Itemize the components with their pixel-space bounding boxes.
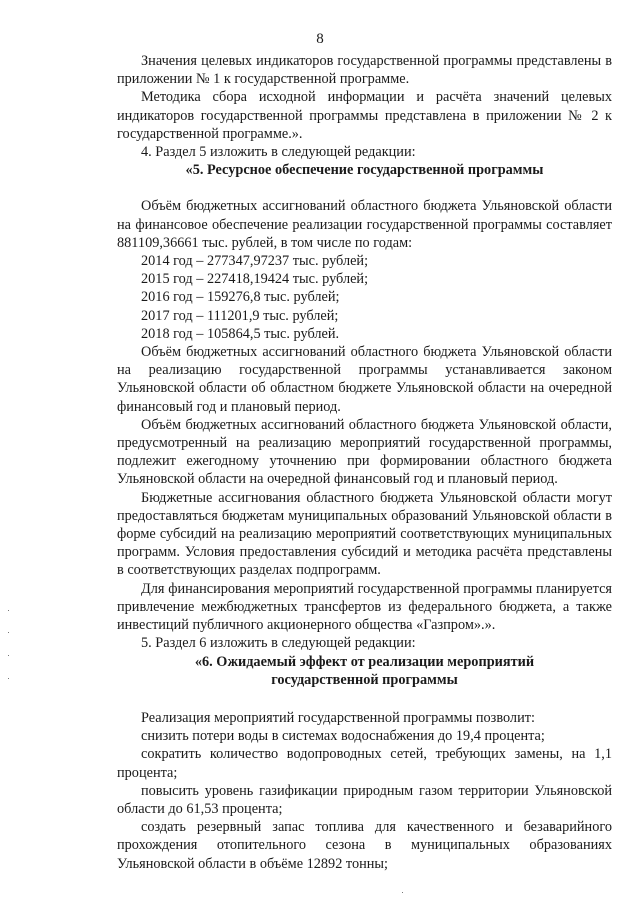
scan-mark xyxy=(8,632,9,633)
year-line: 2014 год – 277347,97237 тыс. рублей; xyxy=(141,253,369,270)
scan-mark xyxy=(402,892,403,893)
scan-mark xyxy=(8,655,9,656)
paragraph: 5. Раздел 6 изложить в следующей редакции: xyxy=(141,635,416,652)
paragraph: Бюджетные ассигнования областного бюджета Ульяновской области могут предоставляться бюджетам муниципальных образований Ульяновской области в форме субсидий на реализацию мероприятий соответствующих муниципальных программ. Условия предоставления субсидий и методика расчёта представлены в соответствующих разделах подпрограмм. xyxy=(117,489,612,579)
section-6-title xyxy=(117,653,612,689)
year-line: 2015 год – 227418,19424 тыс. рублей; xyxy=(141,271,369,288)
paragraph: 4. Раздел 5 изложить в следующей редакции: xyxy=(141,144,416,161)
year-line: 2017 год – 111201,9 тыс. рублей; xyxy=(141,307,339,324)
year-line: 2016 год – 159276,8 тыс. рублей; xyxy=(141,289,340,306)
document-body xyxy=(117,52,612,873)
section-6-title-line2: государственной программы xyxy=(271,671,458,688)
paragraph: создать резервный запас топлива для качественного и безаварийного прохождения отопительного сезона в муниципальных образованиях Ульяновской области в объёме 12892 тонны; xyxy=(117,819,612,872)
section-6-title-line1: «6. Ожидаемый эффект от реализации мероприятий xyxy=(194,653,535,670)
paragraph: Объём бюджетных ассигнований областного бюджета Ульяновской области на реализацию государственной программы устанавливается законом Ульяновской области об областном бюджете Ульяновской области на очередной финансовый год и плановый период. xyxy=(117,344,612,415)
section-5-title: «5. Ресурсное обеспечение государственной программы xyxy=(185,162,544,179)
paragraph: Для финансирования мероприятий государственной программы планируется привлечение межбюджетных трансфертов из федерального бюджета, а также инвестиций публичного акционерного общества «Газпром».». xyxy=(117,580,612,634)
paragraph: Реализация мероприятий государственной программы позволит: xyxy=(141,709,535,726)
year-line: 2018 год – 105864,5 тыс. рублей. xyxy=(141,325,340,342)
paragraph: снизить потери воды в системах водоснабжения до 19,4 процента; xyxy=(141,728,545,745)
page-number: 8 xyxy=(316,31,324,47)
paragraph: Значения целевых индикаторов государственной программы представлены в приложении № 1 к государственной программе. xyxy=(117,53,612,88)
paragraph: сократить количество водопроводных сетей, требующих замены, на 1,1 процента; xyxy=(117,746,612,781)
paragraph: Объём бюджетных ассигнований областного бюджета Ульяновской области, предусмотренный на реализацию мероприятий государственной программы, подлежит ежегодному уточнению при формировании областного бюджета Ульяновской области на очередной финансовый год и плановый период. xyxy=(117,416,612,488)
paragraph: повысить уровень газификации природным газом территории Ульяновской области до 61,53 процента; xyxy=(117,782,612,817)
paragraph: Объём бюджетных ассигнований областного бюджета Ульяновской области на финансовое обеспечение реализации государственной программы составляет 881109,36661 тыс. рублей, в том числе по годам: xyxy=(117,198,612,251)
scan-mark xyxy=(8,610,9,611)
scan-mark xyxy=(8,678,9,679)
paragraph: Методика сбора исходной информации и расчёта значений целевых индикаторов государственной программы представлена в приложении № 2 к государственной программе.». xyxy=(117,89,612,142)
